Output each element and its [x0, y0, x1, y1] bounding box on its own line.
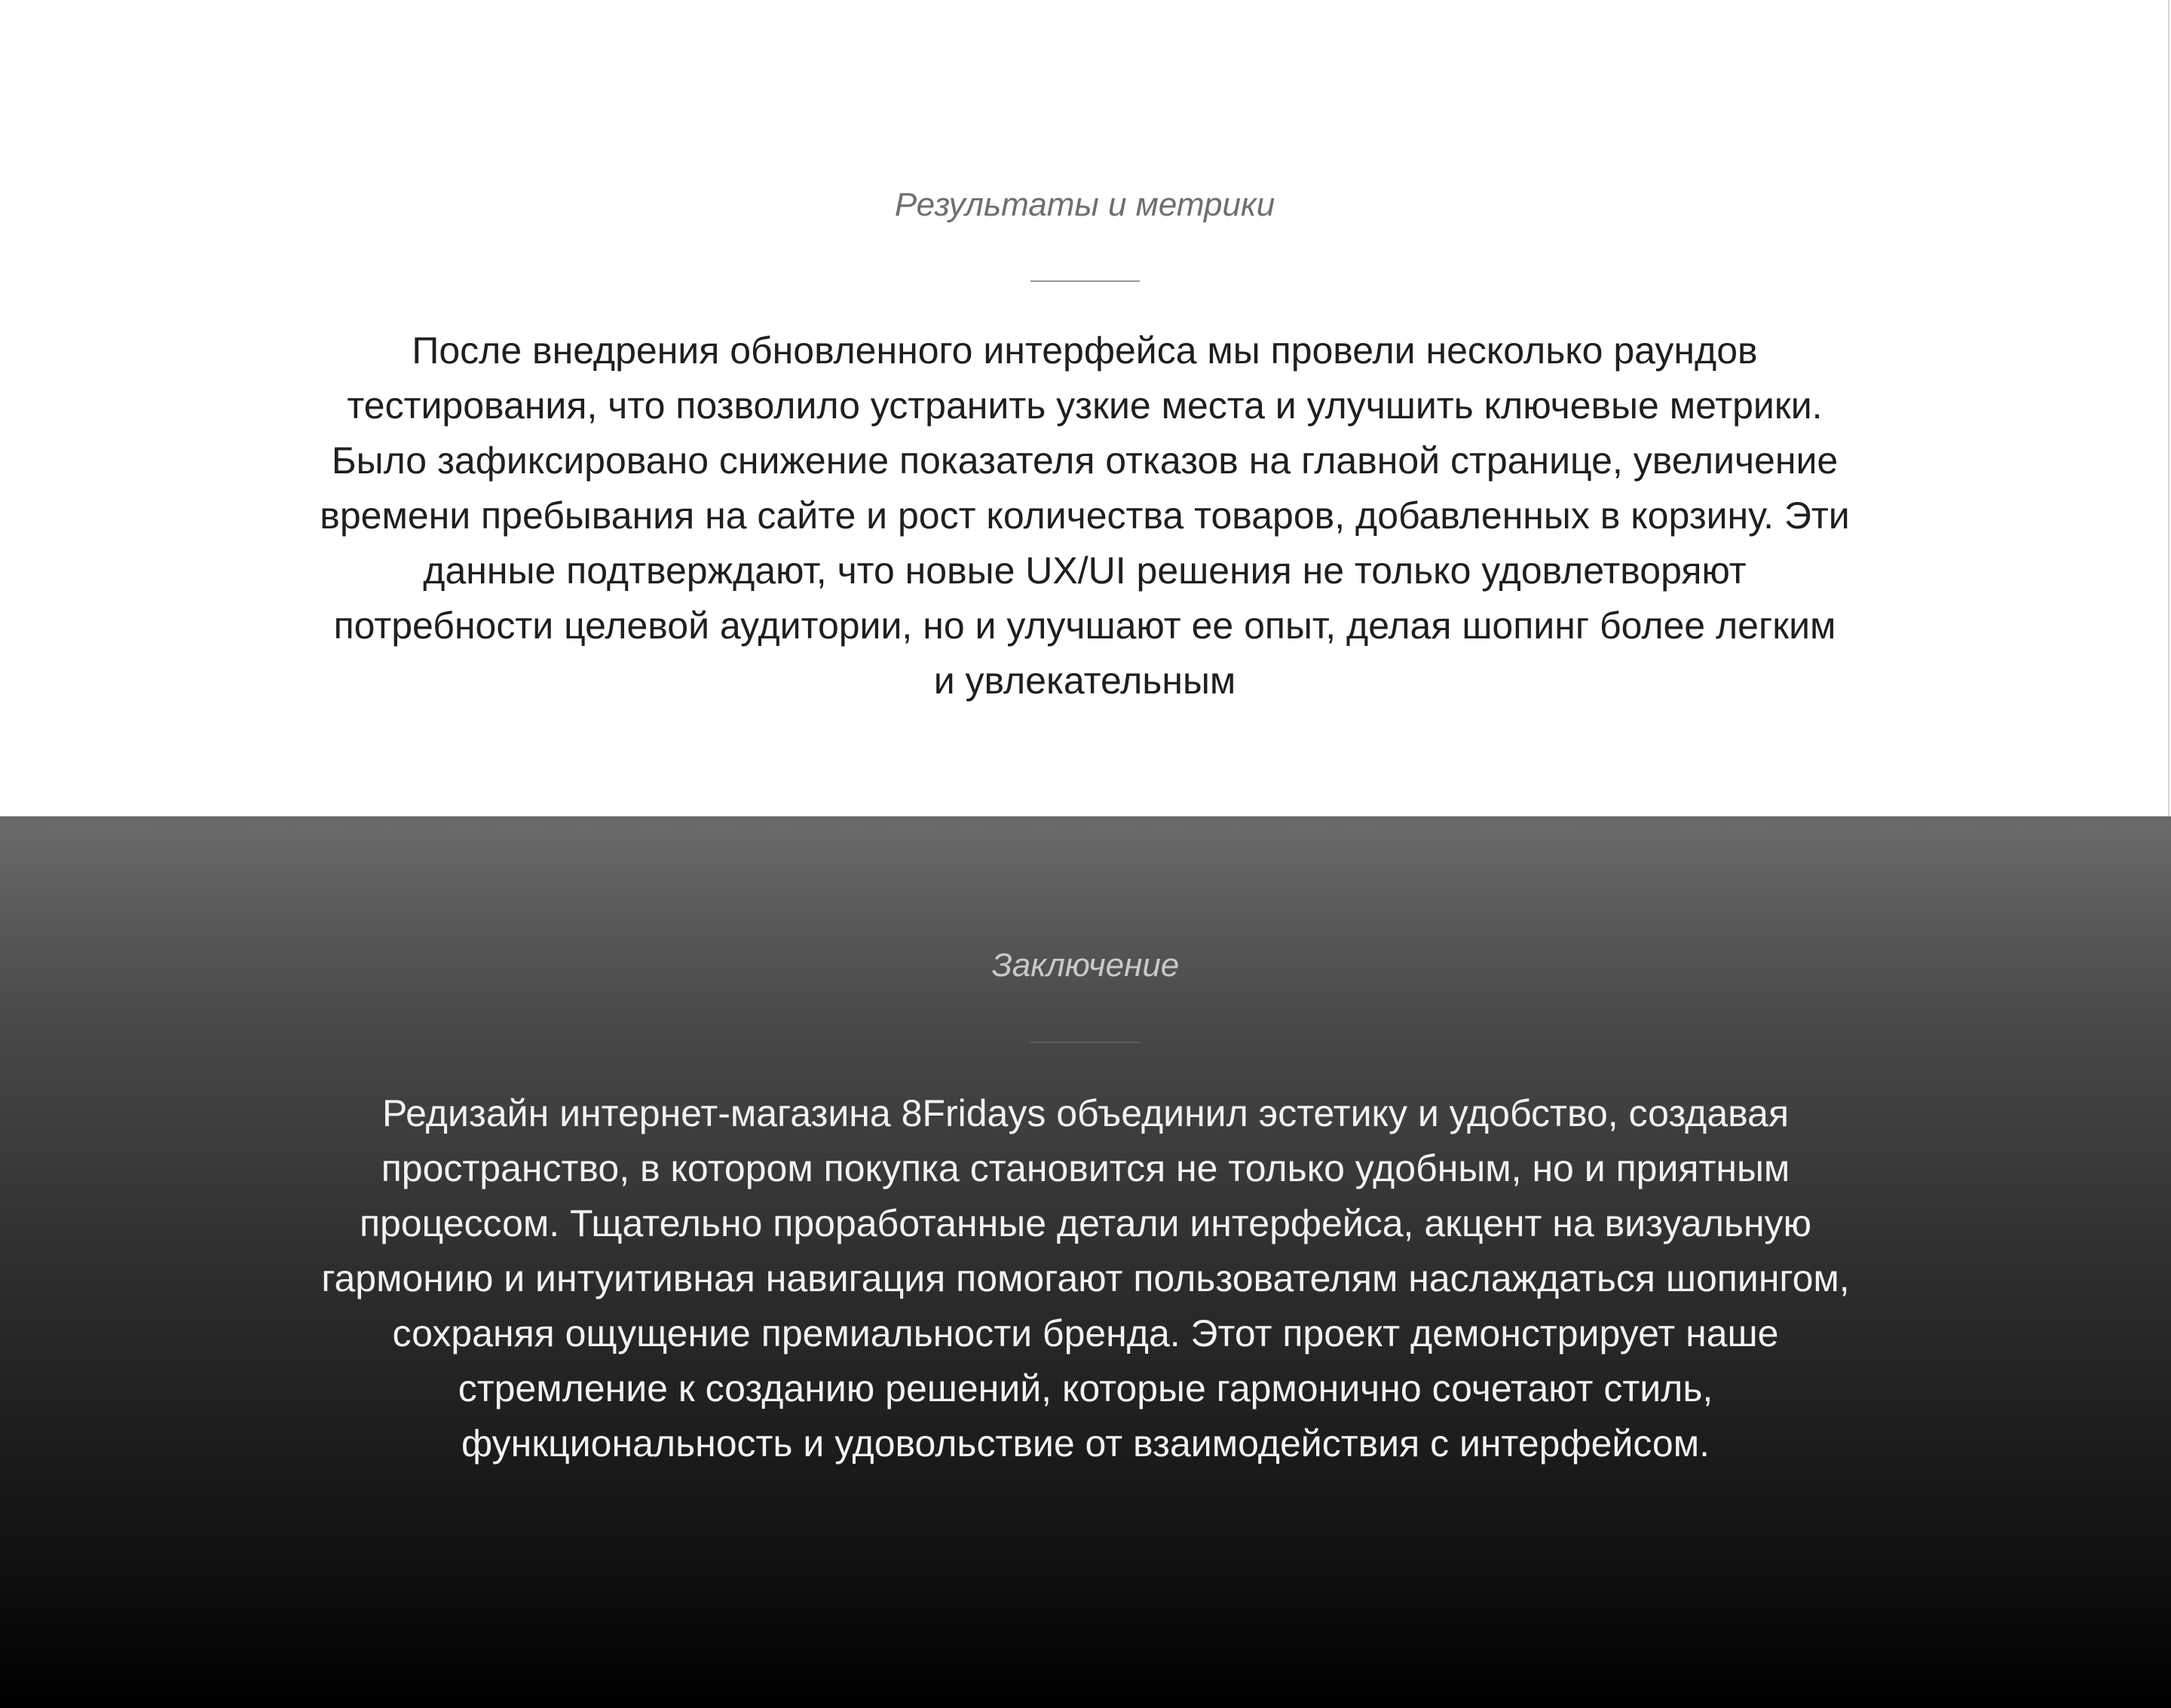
results-line: тестирования, что позволило устранить узкие места и улучшить ключевые метрики. [347, 384, 1823, 427]
results-divider [1030, 280, 1140, 282]
conclusion-line: гармонию и интуитивная навигация помогают пользователям наслаждаться шопингом, [321, 1257, 1850, 1299]
results-line: потребности целевой аудитории, но и улучшают ее опыт, делая шопинг более легким [333, 605, 1836, 647]
conclusion-divider [1030, 1042, 1140, 1043]
results-line: Было зафиксировано снижение показателя отказов на главной странице, увеличение [331, 439, 1839, 482]
conclusion-paragraph [0, 1086, 2171, 1471]
results-line: и увлекательным [933, 660, 1236, 702]
conclusion-line: стремление к созданию решений, которые гармонично сочетают стиль, [458, 1367, 1713, 1410]
results-line: времени пребывания на сайте и рост количества товаров, добавленных в корзину. Эти [320, 494, 1850, 537]
conclusion-line: Редизайн интернет-магазина 8Fridays объединил эстетику и удобство, создавая [381, 1092, 1790, 1134]
conclusion-line: процессом. Тщательно проработанные детали интерфейса, акцент на визуальную [359, 1202, 1812, 1244]
conclusion-line: пространство, в котором покупка становится не только удобным, но и приятным [381, 1147, 1790, 1189]
results-section [0, 0, 2169, 816]
results-paragraph [0, 323, 2169, 709]
results-line: После внедрения обновленного интерфейса мы провели несколько раундов [412, 329, 1758, 372]
results-line: данные подтверждают, что новые UX/UI решения не только удовлетворяют [423, 549, 1747, 592]
conclusion-line: функциональность и удовольствие от взаимодействия с интерфейсом. [461, 1422, 1710, 1465]
results-eyebrow: Результаты и метрики [894, 186, 1275, 223]
conclusion-line: сохраняя ощущение премиальности бренда. Этот проект демонстрирует наше [392, 1312, 1779, 1354]
conclusion-eyebrow: Заключение [991, 947, 1180, 984]
